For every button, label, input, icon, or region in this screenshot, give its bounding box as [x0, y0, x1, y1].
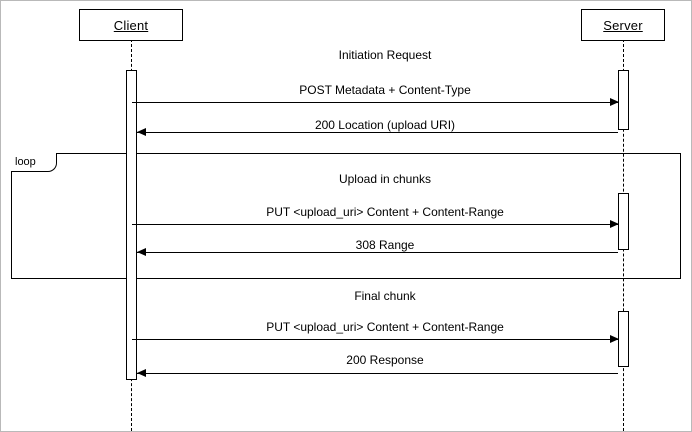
- participant-server[interactable]: [581, 9, 665, 41]
- message-arrowhead-200-response: [137, 369, 146, 377]
- message-label-final-chunk: Final chunk: [354, 289, 416, 303]
- participant-server-label: Server: [603, 17, 643, 33]
- loop-fragment-label: loop: [15, 156, 36, 168]
- message-line-200-location: [137, 132, 618, 133]
- message-line-put-final-chunk: [132, 339, 619, 340]
- message-line-308-range: [137, 252, 618, 253]
- message-label-put-chunk: PUT <upload_uri> Content + Content-Range: [266, 205, 504, 219]
- message-line-200-response: [137, 373, 618, 374]
- activation-server-1: [618, 70, 629, 130]
- message-label-200-response: 200 Response: [346, 353, 424, 367]
- message-line-put-chunk: [132, 224, 619, 225]
- message-label-308-range: 308 Range: [355, 238, 415, 252]
- message-label-200-location: 200 Location (upload URI): [314, 118, 456, 132]
- message-label-post-metadata: POST Metadata + Content-Type: [299, 83, 471, 97]
- message-arrowhead-post-metadata: [610, 98, 619, 106]
- message-label-put-final-chunk: PUT <upload_uri> Content + Content-Range: [266, 320, 504, 334]
- participant-client[interactable]: [79, 9, 183, 41]
- activation-server-3: [618, 311, 629, 367]
- loop-fragment-tab: [11, 153, 57, 172]
- activation-server-2: [618, 193, 629, 250]
- activation-client-main: [126, 70, 137, 380]
- message-arrowhead-put-final-chunk: [610, 335, 619, 343]
- message-arrowhead-put-chunk: [610, 220, 619, 228]
- message-arrowhead-308-range: [137, 248, 146, 256]
- message-line-post-metadata: [132, 102, 619, 103]
- message-arrowhead-200-location: [137, 128, 146, 136]
- message-label-initiation-request: Initiation Request: [338, 48, 432, 62]
- participant-client-label: Client: [113, 17, 149, 33]
- message-label-upload-in-chunks: Upload in chunks: [338, 172, 432, 186]
